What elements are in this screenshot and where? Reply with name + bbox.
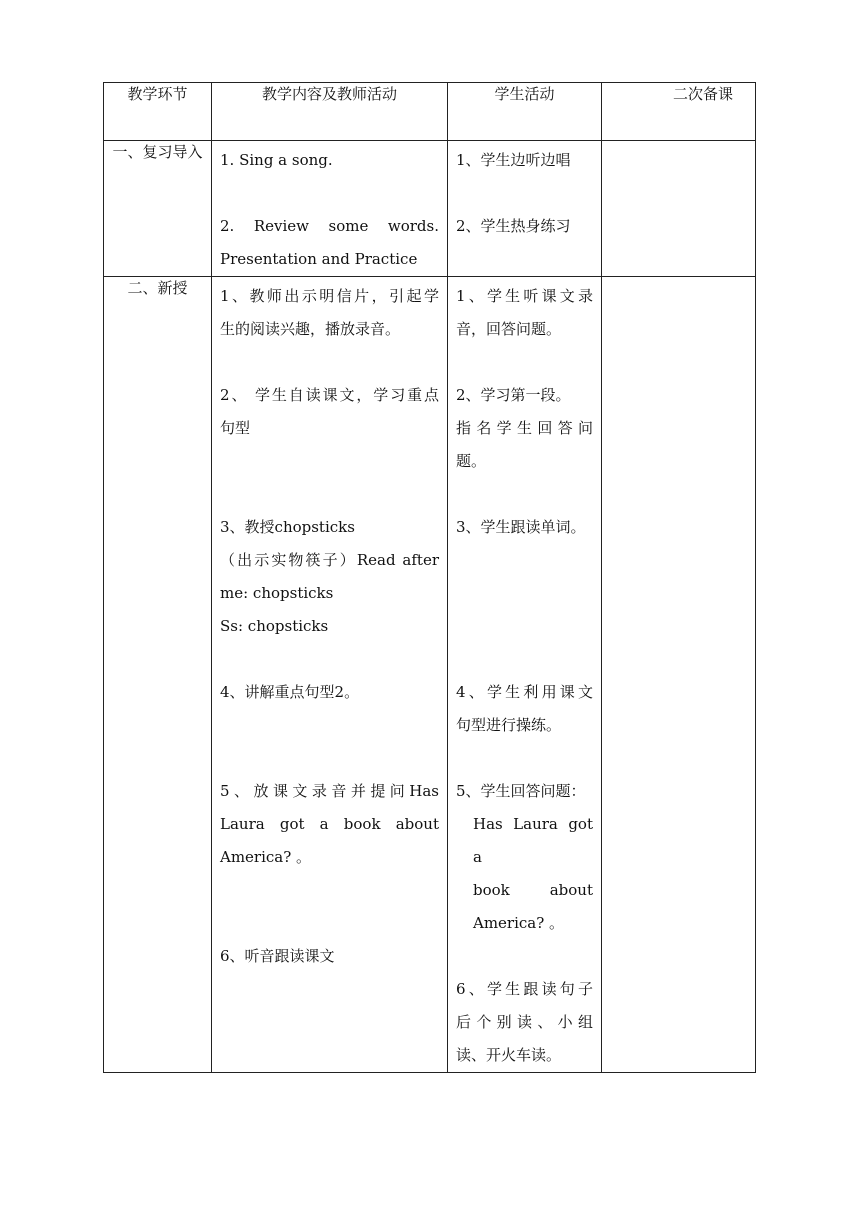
text-line: book about (473, 881, 593, 899)
header-second-prep: 二次备课 (602, 83, 756, 141)
text-line: 4、讲解重点句型2。 (220, 683, 360, 701)
text-line: 1、教师出示明信片，引起学 (220, 287, 439, 305)
text-line: America? 。 (473, 914, 565, 932)
text-line: 读、开火车读。 (456, 1046, 562, 1064)
header-stage: 教学环节 (104, 83, 212, 141)
text-line: 3、学生跟读单词。 (456, 518, 586, 536)
text-line: 2、学生热身练习 (456, 217, 571, 235)
header-student-activity: 学生活动 (448, 83, 602, 141)
table-row (104, 141, 756, 277)
lesson-plan-table (103, 82, 756, 1073)
text-line: 生的阅读兴趣，播放录音。 (220, 320, 401, 338)
text-line: 3、教授chopsticks (220, 518, 355, 536)
text-line: 1、学生边听边唱 (456, 151, 571, 169)
header-teacher-activity: 教学内容及教师活动 (212, 83, 448, 141)
student-activity-cell (448, 277, 602, 1073)
stage-cell: 一、复习导入 (104, 141, 212, 277)
text-line: me: chopsticks (220, 584, 334, 602)
text-line: 句型进行操练。 (456, 716, 562, 734)
text-line: 1、学生听课文录 (456, 287, 593, 305)
teacher-activity-cell (212, 277, 448, 1073)
text-line: 后个别读、小组 (456, 1013, 593, 1031)
text-line: 音，回答问题。 (456, 320, 562, 338)
second-prep-cell (602, 277, 756, 1073)
student-activity-cell (448, 141, 602, 277)
text-line: 1. Sing a song. (220, 151, 333, 169)
header-row (104, 83, 756, 141)
table-row (104, 277, 756, 1073)
text-line: 指名学生回答问 (456, 419, 593, 437)
text-line: 4、学生利用课文 (456, 683, 593, 701)
text-line: America? 。 (220, 848, 312, 866)
text-line: 题。 (456, 452, 487, 470)
text-line: 2、 学生自读课文，学习重点 (220, 386, 439, 404)
text-line: 6、听音跟读课文 (220, 947, 335, 965)
stage-cell: 二、新授 (104, 277, 212, 1073)
text-line: （出示实物筷子）Read after (220, 551, 439, 569)
teacher-activity-cell (212, 141, 448, 277)
text-line: 2、学习第一段。 (456, 386, 571, 404)
text-line: 句型 (220, 419, 251, 437)
text-line: 6、学生跟读句子 (456, 980, 593, 998)
second-prep-cell (602, 141, 756, 277)
text-line: Presentation and Practice (220, 250, 418, 268)
text-line: Has Laura got a (473, 815, 593, 866)
text-line: Laura got a book about (220, 815, 439, 833)
text-line: 2. Review some words. (220, 217, 439, 235)
text-line: Ss: chopsticks (220, 617, 329, 635)
text-line: 5、放课文录音并提问Has (220, 782, 439, 800)
text-line: 5、学生回答问题： (456, 782, 586, 800)
